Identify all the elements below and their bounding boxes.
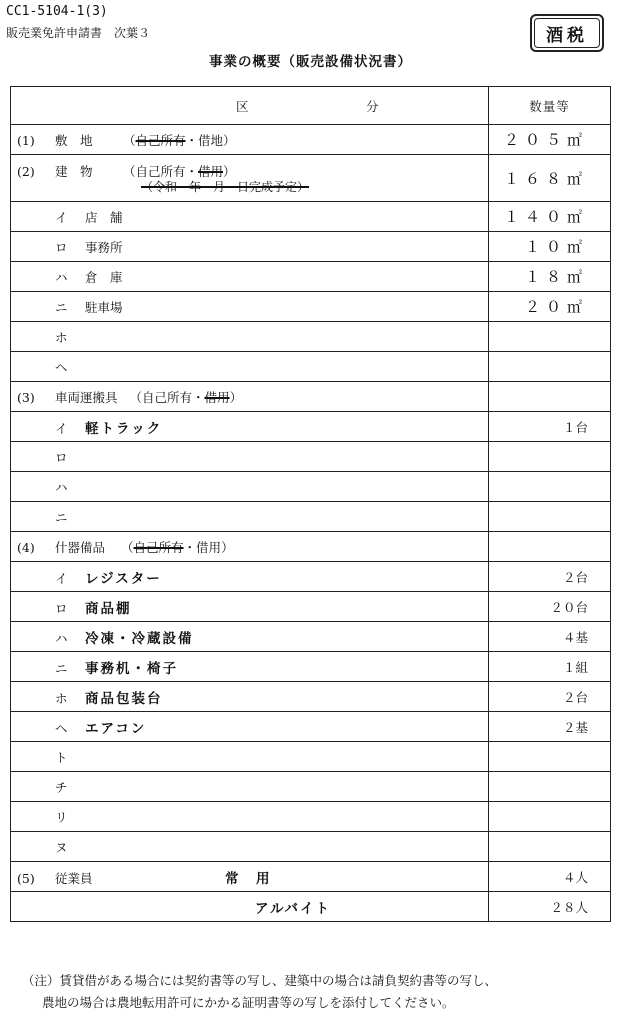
stamp-label: 酒税: [534, 18, 600, 48]
building-row: [11, 155, 611, 202]
table-row: ホ 商品包装台 ２台: [11, 682, 611, 712]
table-row: イ 店 舗 １４０㎡: [11, 202, 611, 232]
table-row: イ レジスター ２台: [11, 562, 611, 592]
vehicles-rent-struck: 借用: [204, 389, 230, 405]
table-row: ニ: [11, 502, 611, 532]
table-row: ヘ: [11, 352, 611, 382]
table-row: イ 軽トラック １台: [11, 412, 611, 442]
category-header: 区 分: [11, 87, 489, 125]
employees-part-qty: ２８人: [489, 892, 611, 922]
building-own: 自己所有: [135, 163, 186, 179]
employees-regular-row: [11, 862, 611, 892]
table-row: ハ 冷凍・冷蔵設備 ４基: [11, 622, 611, 652]
fixtures-label: (4) 什器備品 （自己所有・借用）: [11, 532, 489, 562]
page-title: 事業の概要（販売設備状況書）: [209, 54, 412, 70]
table-row: チ: [11, 772, 611, 802]
land-rent: 借地: [198, 132, 224, 148]
attachment-note: （注）賃貸借がある場合には契約書等の写し、建築中の場合は請負契約書等の写し、 農地の場合は農地転用許可にかかる証明書等の写しを添付してください。: [22, 973, 498, 1010]
table-row: ヘ エアコン ２基: [11, 712, 611, 742]
liquor-tax-stamp: [530, 14, 604, 52]
employees-part-label: アルバイト: [11, 892, 489, 922]
table-header-row: [11, 87, 611, 125]
building-rent-struck: 借用: [198, 163, 224, 179]
table-row: ハ 倉 庫 １８㎡: [11, 262, 611, 292]
fixtures-own-struck: 自己所有: [133, 539, 184, 555]
table-row: ト: [11, 742, 611, 772]
land-qty: ２０５㎡: [489, 125, 611, 155]
building-qty: １６８㎡: [489, 155, 611, 202]
form-subtitle: 販売業免許申請書 次葉３: [6, 26, 151, 40]
employees-part-row: [11, 892, 611, 922]
land-own-struck: 自己所有: [135, 132, 186, 148]
table-row: ニ 駐車場 ２０㎡: [11, 292, 611, 322]
table-row: ニ 事務机・椅子 １組: [11, 652, 611, 682]
fixtures-row: [11, 532, 611, 562]
table-row: ハ: [11, 472, 611, 502]
land-label: (1) 敷 地 （自己所有・借地）: [11, 125, 489, 155]
land-row: [11, 125, 611, 155]
employees-regular-qty: ４人: [489, 862, 611, 892]
vehicles-label: (3) 車両運搬具 （自己所有・借用）: [11, 382, 489, 412]
table-row: ロ 商品棚 ２０台: [11, 592, 611, 622]
quantity-header: 数量等: [489, 87, 611, 125]
sales-facility-table: [10, 86, 611, 922]
vehicles-row: [11, 382, 611, 412]
building-completion-struck: （令和 年 月 日完成予定）: [141, 179, 310, 194]
table-row: ヌ: [11, 832, 611, 862]
form-code: CC1-5104-1(3): [6, 4, 108, 19]
table-row: リ: [11, 802, 611, 832]
employees-label: (5) 従業員 常 用: [11, 862, 489, 892]
table-row: ロ 事務所 １０㎡: [11, 232, 611, 262]
table-row: ホ: [11, 322, 611, 352]
building-label: (2) 建 物 （自己所有・借用） （令和 年 月 日完成予定）: [11, 155, 489, 202]
table-row: ロ: [11, 442, 611, 472]
